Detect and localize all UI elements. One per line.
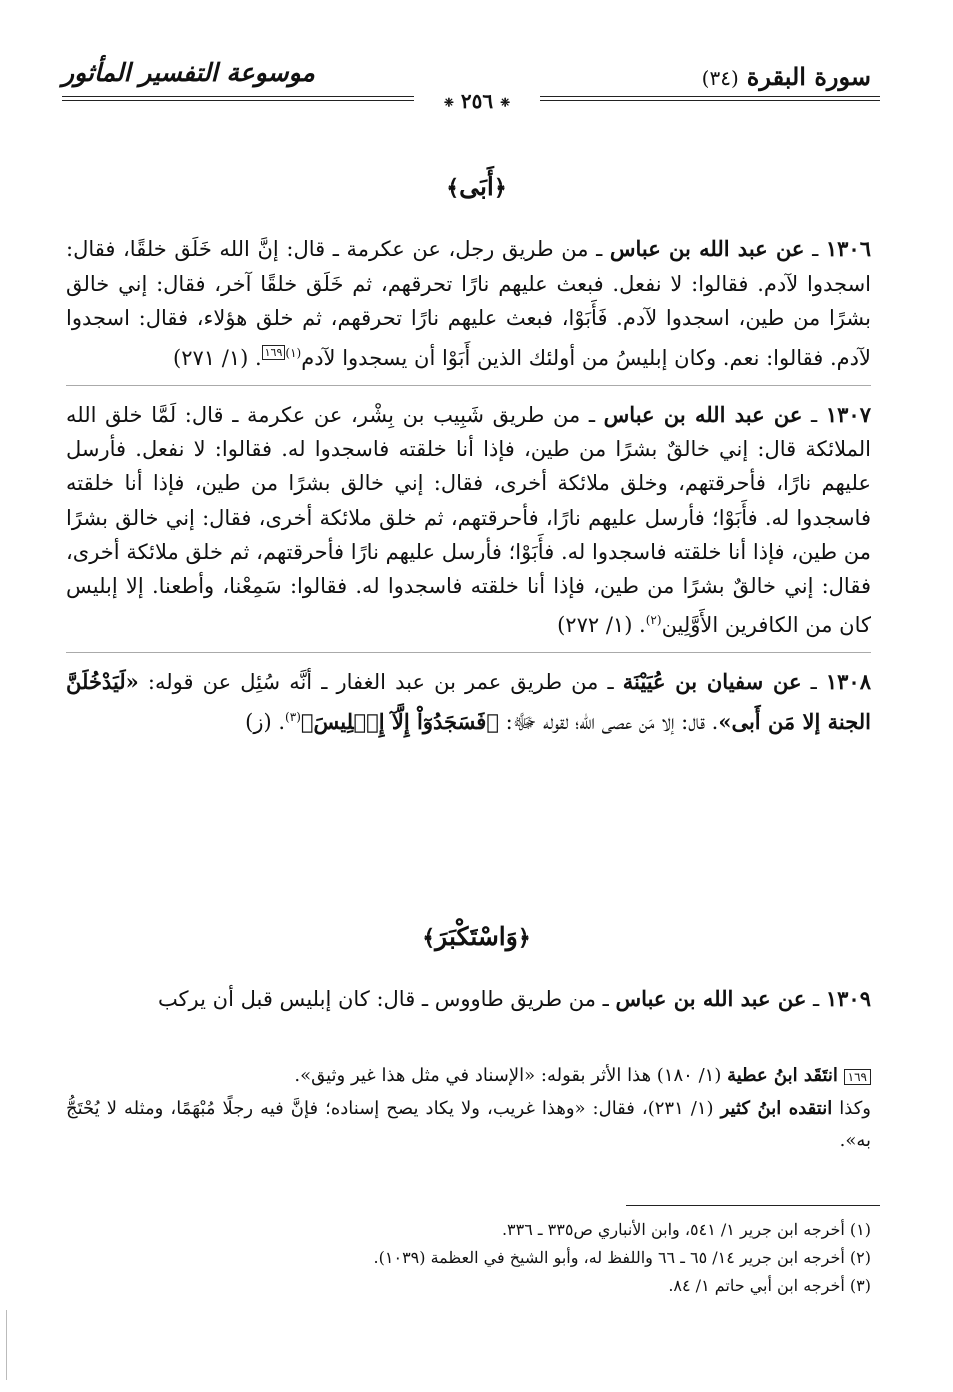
running-head-surah — [702, 62, 871, 91]
entry-citation: . (١/ ٢٧٢) — [557, 613, 646, 638]
bracket-open: ﴿ — [517, 925, 531, 951]
entry-source: عن عبد الله بن عباس — [609, 236, 805, 261]
entry-quote: «لَيَدْخُلَنَّ الجنة إلا مَن أَبى» — [66, 669, 871, 734]
verse-number: (٣٤) — [701, 66, 739, 90]
entry-text: ـ من طريق طاووس ـ قال: كان إبليس قبل أن يركب — [157, 987, 609, 1011]
entry-source: عن سفيان بن عُيَيْنَة — [622, 669, 802, 695]
section-heading-text: وَاسْتَكْبَرَ — [435, 922, 518, 951]
quranic-verse: ﴿فَسَجَدُوٓاْ إِلَّآ إِبۡلِيسَ﴾ — [300, 708, 499, 734]
entry-1308: ١٣٠٨ ـ عن سفيان بن عُيَيْنَة ـ من طريق عمر بن عبد الغفار ـ أنَّه سُئِل عن قوله: «لَيَدْخُلَنَّ الجنة إلا مَن أَبى». قال: إلا مَن عصى الله؛ لقوله ﷻ: ﴿فَسَجَدُوٓاْ إِلَّآ إِبۡلِيسَ﴾$^{(٣)}$. (ز) — [66, 669, 871, 734]
bracket-close: ﴾ — [422, 925, 436, 951]
ornament-icon: ❈ — [500, 95, 511, 110]
entry-number: ١٣٠٩ — [825, 986, 871, 1011]
entries-block-2 — [66, 982, 871, 1017]
section-heading-2 — [0, 922, 953, 951]
entry-citation: . (ز) — [245, 709, 286, 734]
commentary-lead: وكذا — [839, 1098, 871, 1119]
page-number-value: ٢٥٦ — [460, 89, 494, 113]
entry-text: ـ من طريق رجل، عن عكرمة ـ قال: إنَّ الله خَلَق خلقًا، فقال: اسجدوا لآدم. فقالوا: لا نفعل. فبعث عليهم نارًا تحرقهم، ثم خَلَق خلقًا آخر، فقال: إني خالق بشرًا من طين، اسجدوا لآدم. فَأَبَوْا، فبعث عليهم نارًا تحرقهم، ثم خلق هؤلاء، فقال: اسجدوا لآدم. فقالوا: نعم. وكان إبليسُ من أولئك الذين أَبَوْا أن يسجدوا لآدم — [66, 237, 871, 370]
footnote-marker: (٢) — [645, 613, 662, 628]
entry-1307: ١٣٠٧ ـ عن عبد الله بن عباس ـ من طريق شَبِيب بن بِشْر، عن عكرمة ـ قال: لَمَّا خلق الله الملائكة قال: إني خالقٌ بشرًا من طين، فإذا أنا خلقته فاسجدوا له. فقالوا: لا نفعل. فأرسل عليهم نارًا، فأحرقتهم، وخلق ملائكة أخرى، فقال: إني خالق بشرًا من طين، فإذا أنا خلقته فاسجدوا له. فأَبَوْا؛ فأرسل عليهم نارًا، فأحرقتهم، ثم خلق ملائكة أخرى، فقال: إني خالق بشرًا من طين، فإذا أنا خلقته فاسجدوا له. فأَبَوْا؛ فأرسل عليهم نارًا فأحرقتهم، ثم خلق ملائكة أخرى، فقال: إني خالقٌ بشرًا من طين، فإذا أنا خلقته فاسجدوا له. فقالوا: سَمِعْنا، وأطعنا. إلا إبليس كان من الكافرين الأَوَّلِين$^{(٢)}$. (١/ ٢٧٢) — [66, 402, 871, 638]
surah-name: سورة البقرة — [746, 62, 871, 91]
entry-text-2: . قال: إلا مَن عصى الله؛ لقوله ﷻ: — [505, 709, 719, 734]
bracket-close: ﴾ — [446, 175, 460, 201]
footnote-marker: (١) — [285, 345, 302, 360]
entry-number: ١٣٠٦ — [825, 236, 871, 261]
entry-text: ـ من طريق عمر بن عبد الغفار ـ أنَّه سُئِل عن قوله: — [147, 670, 614, 695]
footnote-marker: (٣) — [285, 709, 301, 724]
commentary-para-1 — [66, 1060, 871, 1093]
entry-source: عن عبد الله بن عباس — [603, 402, 803, 427]
commentary-block — [66, 1060, 871, 1157]
footnote-3: (٣) أخرجه ابن أبي حاتم ١/ ٨٤. — [668, 1276, 871, 1295]
entry-divider — [66, 385, 871, 386]
footnotes — [66, 1216, 871, 1300]
entry-divider — [66, 652, 871, 653]
running-head-book-title: موسوعة التفسير المأثور — [62, 58, 315, 87]
commentary-para-2 — [66, 1093, 871, 1157]
commentary-text: (١/ ١٨٠) هذا الأثر بقوله: «الإسناد في مثل هذا غير وثيق». — [294, 1065, 722, 1086]
comment-reference: ١٦٩ — [262, 345, 286, 360]
footnote-1: (١) أخرجه ابن جرير ١/ ٥٤١، وابن الأنباري ص٣٣٥ ـ ٣٣٦. — [501, 1220, 871, 1239]
footnote-divider — [626, 1205, 880, 1206]
entry-text: ـ من طريق شَبِيب بن بِشْر، عن عكرمة ـ قال: لَمَّا خلق الله الملائكة قال: إني خالقٌ بشرًا من طين، فإذا أنا خلقته فاسجدوا له. فقالوا: لا نفعل. فأرسل عليهم نارًا، فأحرقتهم، وخلق ملائكة أخرى، فقال: إني خالق بشرًا من طين، فإذا أنا خلقته فاسجدوا له. فأَبَوْا؛ فأرسل عليهم نارًا، فأحرقتهم، ثم خلق ملائكة أخرى، فقال: إني خالق بشرًا من طين، فإذا أنا خلقته فاسجدوا له. فأَبَوْا؛ فأرسل عليهم نارًا فأحرقتهم، ثم خلق ملائكة أخرى، فقال: إني خالقٌ بشرًا من طين، فإذا أنا خلقته فاسجدوا له. فقالوا: سَمِعْنا، وأطعنا. إلا إبليس كان من الكافرين الأَوَّلِين — [66, 403, 871, 638]
entry-number: ١٣٠٧ — [825, 402, 871, 427]
ornament-icon: ❈ — [443, 95, 454, 110]
entry-number: ١٣٠٨ — [825, 669, 871, 695]
scan-edge-mark — [6, 1310, 7, 1380]
entry-citation: . (١/ ٢٧١) — [173, 345, 262, 370]
commentary-bold: انتَقَد ابنُ عطية — [727, 1065, 838, 1086]
comment-reference: ١٦٩ — [844, 1069, 871, 1085]
commentary-text: (١/ ٢٣١)، فقال: «وهذا غريب، ولا يكاد يصح إسناده؛ فإنَّ فيه رجلًا مُبْهَمًا، ومثله لا يُحْتَجُّ به». — [66, 1098, 871, 1151]
entry-1306: ١٣٠٦ ـ عن عبد الله بن عباس ـ من طريق رجل، عن عكرمة ـ قال: إنَّ الله خَلَق خلقًا، فقال: اسجدوا لآدم. فقالوا: لا نفعل. فبعث عليهم نارًا تحرقهم، ثم خَلَق خلقًا آخر، فقال: إني خالق بشرًا من طين، اسجدوا لآدم. فَأَبَوْا، فبعث عليهم نارًا تحرقهم، ثم خلق هؤلاء، فقال: اسجدوا لآدم. فقالوا: نعم. وكان إبليسُ من أولئك الذين أَبَوْا أن يسجدوا لآدم$^{(١)١٦٩}$. (١/ ٢٧١) — [66, 236, 871, 370]
entry-1309: ١٣٠٩ ـ عن عبد الله بن عباس ـ من طريق طاووس ـ قال: كان إبليس قبل أن يركب — [157, 986, 871, 1011]
entry-source: عن عبد الله بن عباس — [615, 986, 807, 1011]
section-heading-1 — [0, 172, 953, 201]
entries-block-1 — [66, 232, 871, 739]
bracket-open: ﴿ — [493, 175, 507, 201]
footnote-2: (٢) أخرجه ابن جرير ١٤/ ٦٥ ـ ٦٦ واللفظ له، وأبو الشيخ في العظمة (١٠٣٩). — [373, 1248, 871, 1267]
commentary-bold: انتقده ابنُ كثير — [720, 1098, 833, 1119]
section-heading-text: أَبَى — [459, 172, 494, 201]
page-number — [414, 88, 540, 114]
